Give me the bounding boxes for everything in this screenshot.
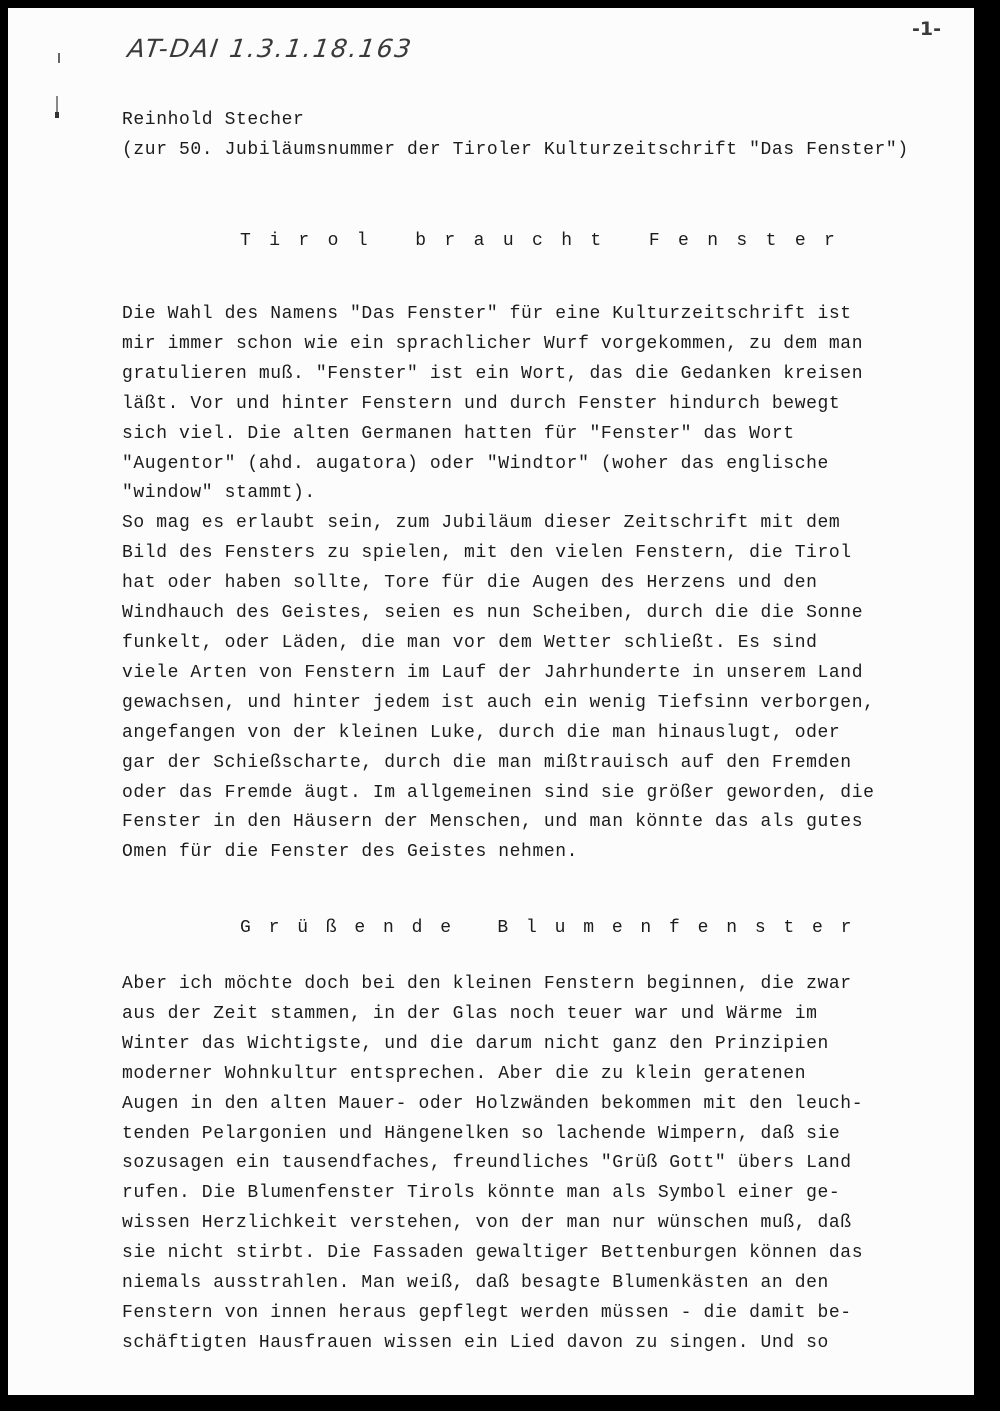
author-name: Reinhold Stecher <box>122 110 305 130</box>
text-line: gewachsen, und hinter jedem ist auch ein wenig Tiefsinn verborgen, <box>122 692 875 713</box>
text-line: läßt. Vor und hinter Fenstern und durch Fenster hindurch bewegt <box>122 393 841 414</box>
text-line: rufen. Die Blumenfenster Tirols könnte man als Symbol einer ge- <box>122 1183 841 1204</box>
text-line: gratulieren muß. "Fenster" ist ein Wort, das die Gedanken kreisen <box>122 363 864 384</box>
text-line: So mag es erlaubt sein, zum Jubiläum dieser Zeitschrift mit dem <box>122 513 841 534</box>
text-line: oder das Fremde äugt. Im allgemeinen sind sie größer geworden, die <box>122 782 875 803</box>
intro-paragraph <box>122 300 875 868</box>
page-number-handwritten: -1- <box>912 18 941 40</box>
text-line: schäftigten Hausfrauen wissen ein Lied davon zu singen. Und so <box>122 1332 829 1353</box>
text-line: "Augentor" (ahd. augatora) oder "Windtor" (woher das englische <box>122 453 829 474</box>
text-line: gar der Schießscharte, durch die man mißtrauisch auf den Fremden <box>122 752 852 773</box>
punch-mark <box>58 53 60 63</box>
text-line: sich viel. Die alten Germanen hatten für "Fenster" das Wort <box>122 423 795 444</box>
text-line: sozusagen ein tausendfaches, freundliches "Grüß Gott" übers Land <box>122 1153 852 1174</box>
text-line: "window" stammt). <box>122 483 316 504</box>
document-page <box>8 8 974 1395</box>
text-line: aus der Zeit stammen, in der Glas noch teuer war und Wärme im <box>122 1003 818 1024</box>
text-line: Fenstern von innen heraus gepflegt werden müssen - die damit be- <box>122 1302 852 1323</box>
text-line: Omen für die Fenster des Geistes nehmen. <box>122 842 579 863</box>
occasion-line: (zur 50. Jubiläumsnummer der Tiroler Kulturzeitschrift "Das Fenster") <box>122 140 909 160</box>
text-line: angefangen von der kleinen Luke, durch die man hinauslugt, oder <box>122 722 841 743</box>
text-line: viele Arten von Fenstern im Lauf der Jahrhunderte in unserem Land <box>122 662 864 683</box>
text-line: tenden Pelargonien und Hängenelken so lachende Wimpern, daß sie <box>122 1123 841 1144</box>
text-line: hat oder haben sollte, Tore für die Augen des Herzens und den <box>122 573 818 594</box>
section-title: Grüßende Blumenfenster <box>240 918 870 938</box>
text-line: Bild des Fensters zu spielen, mit den vielen Fenstern, die Tirol <box>122 543 852 564</box>
text-line: Fenster in den Häusern der Menschen, und man könnte das als gutes <box>122 812 864 833</box>
text-line: Augen in den alten Mauer- oder Holzwänden bekommen mit den leuch- <box>122 1093 864 1114</box>
archive-reference-handwritten: AT-DAI 1.3.1.18.163 <box>125 34 415 63</box>
section-paragraph <box>122 970 863 1359</box>
punch-mark <box>55 112 59 118</box>
text-line: Die Wahl des Namens "Das Fenster" für eine Kulturzeitschrift ist <box>122 304 852 324</box>
text-line: Winter das Wichtigste, und die darum nicht ganz den Prinzipien <box>122 1033 829 1054</box>
text-line: Windhauch des Geistes, seien es nun Scheiben, durch die die Sonne <box>122 603 864 624</box>
text-line: funkelt, oder Läden, die man vor dem Wetter schließt. Es sind <box>122 632 818 653</box>
author-header <box>122 105 909 165</box>
document-title: Tirol braucht Fenster <box>240 231 854 251</box>
text-line: mir immer schon wie ein sprachlicher Wurf vorgekommen, zu dem man <box>122 333 864 354</box>
text-line: wissen Herzlichkeit verstehen, von der man nur wünschen muß, daß <box>122 1213 852 1234</box>
text-line: niemals ausstrahlen. Man weiß, daß besagte Blumenkästen an den <box>122 1273 829 1294</box>
text-line: moderner Wohnkultur entsprechen. Aber die zu klein geratenen <box>122 1063 807 1084</box>
text-line: Aber ich möchte doch bei den kleinen Fenstern beginnen, die zwar <box>122 974 852 994</box>
text-line: sie nicht stirbt. Die Fassaden gewaltiger Bettenburgen können das <box>122 1243 864 1264</box>
